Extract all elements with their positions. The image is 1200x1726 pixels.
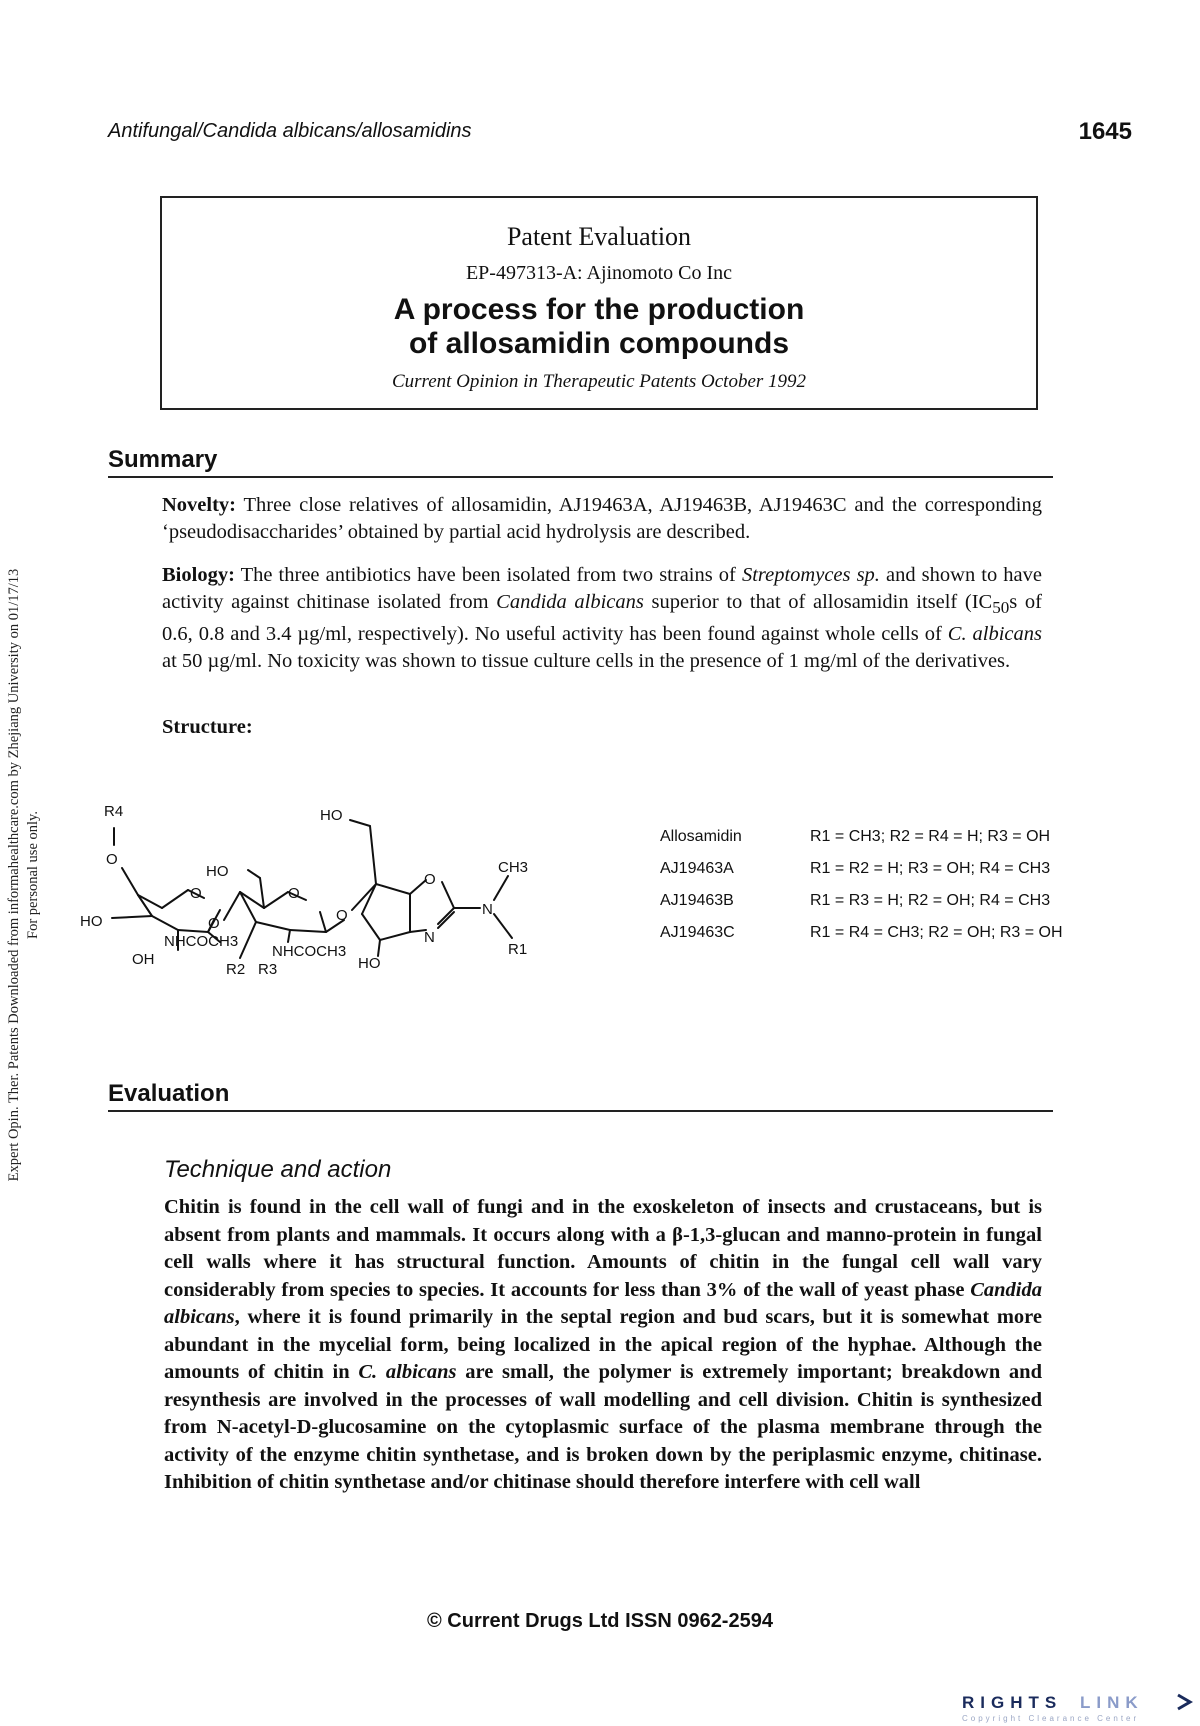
technique-text-1: Chitin is found in the cell wall of fungi and in the exoskeleton of insects and crustaceans, but is absent from plants and mammals. It occurs along with a β-1,3-glucan and manno-protein in fungal cell walls where it has structural function. Amounts of chitin in the fungal cell wall vary considerably from species to species. It accounts for less than 3% of the wall of yeast phase [164,1196,1042,1301]
label-ho-bottom: HO [358,955,381,972]
watermark-line1: Expert Opin. Ther. Patents Downloaded from informahealthcare.com by Zhejiang University on 01/17/13 [6,568,22,1182]
compound-name: AJ19463A [660,860,734,877]
label-r4: R4 [104,803,124,820]
label-ho-left: HO [80,913,103,930]
biology-species-1: Streptomyces sp. [741,564,880,586]
label-nhcoch3-1: NHCOCH3 [164,933,239,950]
compound-definition: R1 = R2 = H; R3 = OH; R4 = CH3 [810,860,1051,877]
label-o-ring2: O [288,885,300,902]
biology-text-2: and shown to have activity against chitinase isolated from [162,564,1042,613]
compound-name: AJ19463C [660,924,735,941]
label-ch3: CH3 [498,859,529,876]
label-oh: OH [132,951,155,968]
journal-citation: Current Opinion in Therapeutic Patents October 1992 [391,371,807,392]
summary-heading: Summary [108,446,1053,478]
technique-subheading: Technique and action [164,1156,392,1183]
novelty-paragraph [162,492,1042,546]
logo-word-light: LINK [1080,1693,1144,1712]
footer-copyright: © Current Drugs Ltd ISSN 0962-2594 [427,1610,773,1632]
label-r2: R2 [226,961,246,978]
structure-label: Structure: [162,716,253,738]
allosamidin-structure-diagram [80,790,650,1000]
ic50-subscript: 50 [992,598,1010,618]
label-ho-ring1: HO [206,863,229,880]
novelty-label: Novelty: [162,494,237,516]
label-o-link1: O [208,915,220,932]
patent-title [162,293,1036,361]
biology-text-1: The three antibiotics have been isolated from two strains of [234,564,742,586]
label-n-amine: N [482,901,493,918]
patent-evaluation-box [160,196,1038,410]
biology-label: Biology: [162,564,235,586]
logo-word-main: RIGHTS [962,1693,1063,1712]
download-watermark [5,510,43,1240]
biology-text-3: superior to that of allosamidin itself (IC [643,591,993,613]
compound-definition: R1 = R3 = H; R2 = OH; R4 = CH3 [810,892,1051,909]
watermark-line2: For personal use only. [25,811,41,939]
patent-title-line2: of allosamidin compounds [408,327,790,360]
logo-chevron-icon [1178,1695,1190,1709]
compound-name: AJ19463B [660,892,734,909]
biology-paragraph [162,562,1042,675]
label-r3: R3 [258,961,278,978]
compound-definition: R1 = R4 = CH3; R2 = OH; R3 = OH [810,924,1063,941]
technique-species-1: Candida albicans [164,1278,1042,1328]
technique-text-2: , where it is found primarily in the septal region and bud scars, but it is somewhat more abundant in the mycelial form, being localized in the apical region of the hyphae. Although the amounts of chitin in [164,1306,1042,1383]
technique-species-2: C. albicans [358,1361,457,1383]
label-o-oxazoline: O [424,871,436,888]
page-number: 1645 [1078,118,1132,145]
biology-species-3: C. albicans [947,623,1042,646]
evaluation-heading: Evaluation [108,1080,1053,1112]
rightslink-logo[interactable] [962,1692,1194,1724]
running-head: Antifungal/Candida albicans/allosamidins [108,120,472,142]
label-r1: R1 [508,941,528,958]
biology-text-4: s of 0.6, 0.8 and 3.4 µg/ml, respectively). No useful activity has been found against whole cells of [162,591,1042,646]
compound-definition: R1 = CH3; R2 = R4 = H; R3 = OH [810,828,1051,845]
biology-text-5: at 50 µg/ml. No toxicity was shown to tissue culture cells in the presence of 1 mg/ml of the derivatives. [162,650,1011,673]
biology-species-2: Candida albicans [496,591,644,613]
technique-paragraph [164,1194,1042,1497]
label-o-top: O [106,851,118,868]
label-n-oxazoline: N [424,929,435,946]
compound-name: Allosamidin [660,828,742,845]
logo-tagline: Copyright Clearance Center [962,1714,1140,1723]
label-ho-top: HO [320,807,343,824]
label-nhcoch3-2: NHCOCH3 [272,943,347,960]
label-o-ring1: O [190,885,202,902]
patent-title-line1: A process for the production [393,293,805,326]
label-o-link2: O [336,907,348,924]
technique-text-3: are small, the polymer is extremely important; breakdown and resynthesis are involved in the processes of wall modelling and cell division. Chitin is synthesized from N-acetyl-D-glucosamine on the cytoplasmic surface of the plasma membrane through the activity of the enzyme chitin synthetase, and is broken down by the periplasmic enzyme, chitinase. Inhibition of chitin synthetase and/or chitinase should therefore interfere with cell wall [164,1361,1042,1493]
novelty-text: Three close relatives of allosamidin, AJ19463A, AJ19463B, AJ19463C and the corresponding ‘pseudodisaccharides’ obtained by partial acid hydrolysis are described. [162,494,1042,543]
patent-number: EP-497313-A: Ajinomoto Co Inc [465,262,733,284]
patent-kicker: Patent Evaluation [506,222,692,251]
